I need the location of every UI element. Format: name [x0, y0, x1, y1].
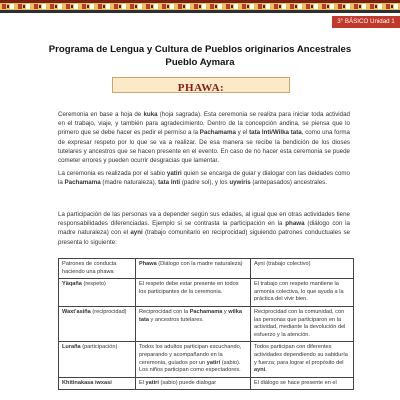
text: (hoja sagrada). Esta ceremonia se realiza para iniciar toda actividad en el trabajo, viaje, y también para agradecimiento. Dentro de la concepción andina, se piensa que lo primero que se debe hacer es pedir el permiso a la	[58, 111, 350, 137]
text: La participación de las personas va a depender según sus edades, al igual que en otras actividades tiene responsabilidades diferenciadas. Ejemplo si se contrasta la participación en la	[58, 211, 350, 228]
cell-text: Todos los adultos participan escuchando, preparando y acompañando en la ceremonia, guiados por un	[139, 344, 242, 366]
table-row	[59, 342, 354, 377]
cell-term: yatiri	[206, 359, 221, 366]
row-term	[59, 342, 136, 377]
text: Ceremonia en base a hoja de	[58, 111, 144, 118]
text: La ceremonia es realizada por el sabio	[58, 170, 167, 177]
header-text: (Diálogo con la madre naturaleza)	[156, 261, 243, 267]
term-uywiris: uywiris	[229, 179, 251, 187]
header-text: (trabajo colectivo)	[264, 261, 311, 267]
cell-text: (sabio). Los niños participan como espectadores.	[139, 359, 241, 374]
cell-term: Pachamama	[189, 308, 223, 315]
term-gloss: (respeto)	[81, 281, 106, 288]
cell-text: El respeto debe estar presente en todos los participantes de la ceremonia.	[139, 281, 239, 295]
text: (padre sol), y los	[180, 179, 230, 187]
text: (trabajo comunitario en reciprocidad) siguiendo patrones conductuales se presenta lo siguiente:	[58, 229, 350, 246]
cell-term: ayni	[254, 367, 266, 374]
header-bold: Phawa	[139, 261, 157, 267]
aymara-term: Luraña	[62, 344, 81, 351]
header-phawa	[136, 259, 251, 279]
cell-text: El trabajo con respeto mantiene la armonía colectiva, lo que ayuda a la práctica del vivir bien.	[254, 281, 344, 303]
aymara-term: Yäqaña	[62, 281, 82, 288]
text: y el	[235, 129, 250, 137]
text: (madre naturaleza),	[100, 179, 159, 187]
term-gloss: (participación)	[80, 344, 118, 351]
text: (diálogo con la madre naturaleza) con el	[58, 220, 350, 237]
term-gloss: (reciprocidad)	[90, 308, 127, 315]
header-text: Ayni	[254, 261, 265, 267]
page-subtitle: Pueblo Aymara	[165, 57, 235, 68]
row-ayni-cell	[251, 377, 354, 390]
row-term	[59, 279, 136, 307]
header-patterns	[59, 259, 136, 279]
text: , como una forma de expresar respeto por lo que se va a realizar. De esa manera se recibe la bendición de los dioses tutelares y ancestros que se hacen presente en el evento. En caso de no hacer esta ceremonia se puede cometer errores y pueden ocurrir desgracias que lamentar.	[58, 129, 350, 165]
cell-term: wilka tata	[139, 308, 242, 323]
cell-text: El	[139, 379, 146, 386]
row-term	[59, 306, 136, 341]
paragraph-1	[58, 110, 350, 165]
paragraph-3	[58, 210, 350, 247]
grade-unit-tab: 3° BÁSICO Unidad 1	[332, 16, 400, 28]
table-row	[59, 306, 354, 341]
section-banner	[112, 77, 290, 93]
cell-text: Todos participan con diferentes actividades dependiendo su sabiduría y fuerza; para lograr el propósito del	[254, 344, 348, 366]
term-pachamama: Pachamama	[199, 129, 236, 137]
banner-label: PHAWA:	[177, 82, 225, 94]
comparison-table	[58, 258, 354, 390]
term-yatiri: yatiri	[166, 170, 182, 177]
row-ayni-cell	[251, 306, 354, 341]
row-phawa-cell	[136, 279, 251, 307]
term-ayni: ayni	[130, 229, 143, 237]
cell-text: .	[265, 367, 267, 374]
row-ayni-cell	[251, 342, 354, 377]
row-phawa-cell	[136, 377, 251, 390]
text: (antepasados) ancestrales.	[250, 179, 327, 187]
table-header-row	[59, 259, 354, 279]
paragraph-2	[58, 169, 350, 187]
header-text: Patrones de conducta haciendo una phawa	[62, 261, 117, 275]
cell-text: El diálogo se hace presente en el	[254, 379, 337, 386]
aymara-term: Khitinakasa iwxasi	[62, 379, 112, 386]
cell-term: yatiri	[145, 379, 159, 386]
table-row	[59, 377, 354, 390]
cell-text: y	[222, 308, 229, 315]
term-kuka: kuka	[143, 111, 158, 118]
row-ayni-cell	[251, 279, 354, 307]
row-term	[59, 377, 136, 390]
term-tata: tata Inti/Wilka tata	[249, 129, 302, 137]
aymara-term: Waxt'asiña	[62, 308, 91, 315]
table-row	[59, 279, 354, 307]
cell-text: Reciprocidad con la	[139, 308, 190, 315]
cell-text: (sabio) puede dialogar	[158, 379, 217, 386]
term-phawa: phawa	[285, 220, 305, 228]
page-title: Programa de Lengua y Cultura de Pueblos originarios Ancestrales	[48, 44, 352, 55]
row-phawa-cell	[136, 306, 251, 341]
header-ayni	[251, 259, 354, 279]
decorative-border	[0, 0, 400, 13]
cell-text: Reciprocidad con la comunidad, con las personas que participaron en la actividad, mediante la devolución del esfuerzo y la atención.	[254, 308, 346, 338]
cell-text: y ancestros tutelares.	[148, 316, 204, 323]
term-pachamama: Pachamama	[64, 179, 101, 187]
term-tata-inti: tata Inti	[158, 179, 181, 187]
row-phawa-cell	[136, 342, 251, 377]
text: quien se encarga de guiar y dialogar con las deidades como la	[58, 170, 350, 187]
